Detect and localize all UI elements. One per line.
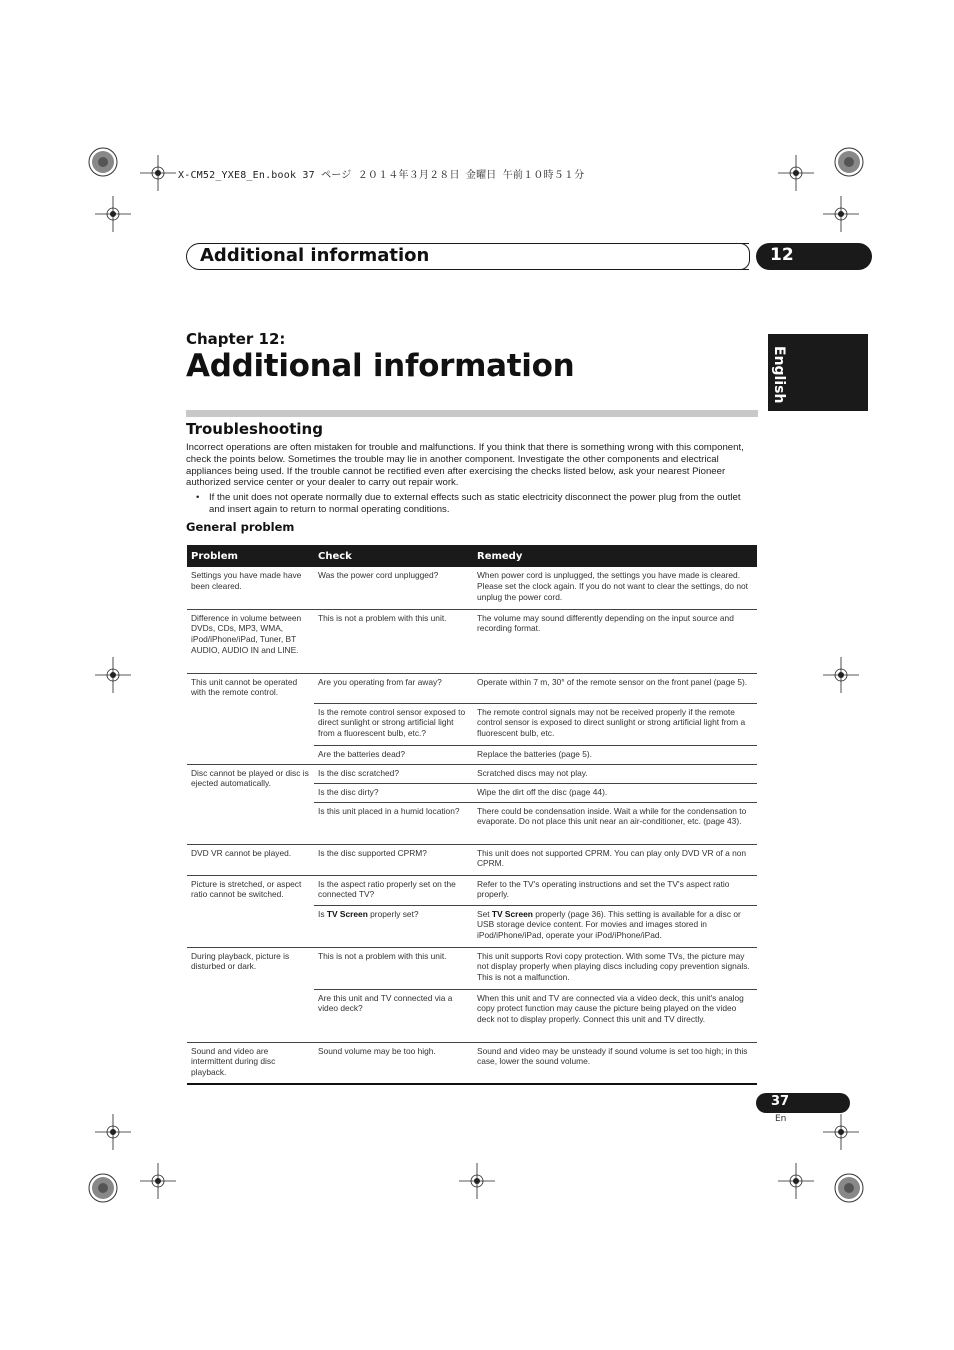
remedy-cell: The remote control signals may not be received properly if the remote control sensor is exposed to direct sunlight or strong artificial light from a fluorescent bulb, etc. [473, 703, 757, 745]
table-row [187, 875, 757, 905]
remedy-setting-name: TV Screen [491, 908, 533, 919]
table-row [187, 764, 757, 783]
registration-mark-top-right-circle [833, 146, 865, 178]
remedy-cell: There could be condensation inside. Wait a while for the condensation to evaporate. Do not place this unit near an air-conditioner, etc. (page 43). [473, 802, 757, 844]
crosshair-mark-lower-left-edge [95, 1114, 131, 1150]
crosshair-mark-middle-left [95, 657, 131, 693]
remedy-cell: Sound and video may be unsteady if sound volume is set too high; in this case, lower the sound volume. [473, 1042, 757, 1084]
header-check: Check [314, 545, 473, 567]
language-tab-label: English [771, 346, 787, 404]
crosshair-mark-upper-right-edge [823, 196, 859, 232]
check-cell: Is the disc scratched? [314, 764, 473, 783]
header-remedy: Remedy [473, 545, 757, 567]
check-setting-name: TV Screen [326, 908, 368, 919]
header-problem: Problem [187, 545, 314, 567]
registration-mark-bottom-right-circle [833, 1172, 865, 1204]
subsection-title: General problem [186, 520, 295, 534]
remedy-cell: Scratched discs may not play. [473, 764, 757, 783]
intro-paragraph: Incorrect operations are often mistaken for trouble and malfunctions. If you think that there is something wrong with this component, check the points below. Sometimes the trouble may lie in another component. Investigate the other components and electrical appliances being used. If the trouble cannot be rectified even after exercising the checks listed below, ask your nearest Pioneer authorized service center or your dealer to carry out repair work. [186, 442, 744, 489]
check-cell: Is the disc supported CPRM? [314, 844, 473, 875]
problem-cell: During playback, picture is disturbed or dark. [187, 947, 314, 1042]
check-cell: This is not a problem with this unit. [314, 609, 473, 673]
check-cell: Sound volume may be too high. [314, 1042, 473, 1084]
remedy-cell: Replace the batteries (page 5). [473, 745, 757, 764]
problem-cell: Disc cannot be played or disc is ejected automatically. [187, 764, 314, 844]
page-number: 37 [771, 1094, 790, 1109]
problem-cell: Sound and video are intermittent during disc playback. [187, 1042, 314, 1084]
check-cell: Are this unit and TV connected via a video deck? [314, 989, 473, 1042]
table-row [187, 609, 757, 673]
page-title: Additional information [186, 348, 575, 384]
running-header-title: Additional information [200, 245, 430, 266]
problem-cell: Difference in volume between DVDs, CDs, MP3, WMA, iPod/iPhone/iPad, Tuner, BT AUDIO, AUDIO IN and LINE. [187, 609, 314, 673]
troubleshooting-table [187, 545, 757, 1085]
check-cell: Are you operating from far away? [314, 673, 473, 703]
table-row [187, 567, 757, 609]
check-cell: Is the disc dirty? [314, 783, 473, 802]
remedy-cell: This unit supports Rovi copy protection. With some TVs, the picture may not display properly when playing discs including copy prevention signals. This is not a malfunction. [473, 947, 757, 989]
crosshair-mark-bottom-left [140, 1163, 176, 1199]
check-cell: Are the batteries dead? [314, 745, 473, 764]
check-cell: Is the remote control sensor exposed to direct sunlight or strong artificial light from a fluorescent bulb, etc.? [314, 703, 473, 745]
check-text-pre: Is [318, 908, 327, 919]
remedy-text-pre: Set [477, 908, 492, 919]
remedy-cell: Wipe the dirt off the disc (page 44). [473, 783, 757, 802]
page-language-code: En [775, 1114, 787, 1124]
check-cell: Was the power cord unplugged? [314, 567, 473, 609]
remedy-text-post: properly (page 36). This setting is available for a disc or USB storage device content. For movies and images stored in iPod/iPhone/iPad, operate your iPod/iPhone/iPad. [477, 908, 741, 941]
remedy-cell: Refer to the TV's operating instructions and set the TV's aspect ratio properly. [473, 875, 757, 905]
registration-mark-top-left-circle [87, 146, 119, 178]
print-book-header: X-CM52_YXE8_En.book 37 ページ ２０１４年３月２８日 金曜日 午前１０時５１分 [178, 170, 585, 181]
bullet-note: • If the unit does not operate normally due to external effects such as static electricity disconnect the power plug from the outlet and insert again to return to normal operating conditions. [196, 492, 756, 516]
crosshair-mark-bottom-center [459, 1163, 495, 1199]
remedy-cell: When this unit and TV are connected via a video deck, this unit's analog copy protect function may cause the picture being played on the video deck not to display properly. Connect this unit and TV directly. [473, 989, 757, 1042]
check-cell: Is this unit placed in a humid location? [314, 802, 473, 844]
chapter-label: Chapter 12: [186, 330, 286, 348]
problem-cell: This unit cannot be operated with the remote control. [187, 673, 314, 764]
crosshair-mark-top-left [140, 155, 176, 191]
crosshair-mark-upper-left-edge [95, 196, 131, 232]
table-header-row [187, 545, 757, 567]
remedy-cell: The volume may sound differently depending on the input source and recording format. [473, 609, 757, 673]
crosshair-mark-top-right [778, 155, 814, 191]
check-text-post: properly set? [367, 908, 419, 919]
section-divider [186, 410, 758, 417]
chapter-number: 12 [770, 245, 794, 265]
remedy-cell: Operate within 7 m, 30° of the remote sensor on the front panel (page 5). [473, 673, 757, 703]
check-cell [314, 905, 473, 947]
remedy-cell: This unit does not supported CPRM. You can play only DVD VR of a non CPRM. [473, 844, 757, 875]
problem-cell: Picture is stretched, or aspect ratio cannot be switched. [187, 875, 314, 947]
crosshair-mark-lower-right-edge [823, 1114, 859, 1150]
check-cell: This is not a problem with this unit. [314, 947, 473, 989]
problem-cell: DVD VR cannot be played. [187, 844, 314, 875]
registration-mark-bottom-left-circle [87, 1172, 119, 1204]
section-title: Troubleshooting [186, 420, 323, 438]
table-row [187, 947, 757, 989]
remedy-cell [473, 905, 757, 947]
table-row [187, 844, 757, 875]
check-cell: Is the aspect ratio properly set on the connected TV? [314, 875, 473, 905]
problem-cell: Settings you have made have been cleared. [187, 567, 314, 609]
table-row [187, 673, 757, 703]
remedy-cell: When power cord is unplugged, the settings you have made is cleared. Please set the clock again. If you do not want to clear the settings, do not unplug the power cord. [473, 567, 757, 609]
crosshair-mark-middle-right [823, 657, 859, 693]
table-row [187, 1042, 757, 1084]
crosshair-mark-bottom-right [778, 1163, 814, 1199]
